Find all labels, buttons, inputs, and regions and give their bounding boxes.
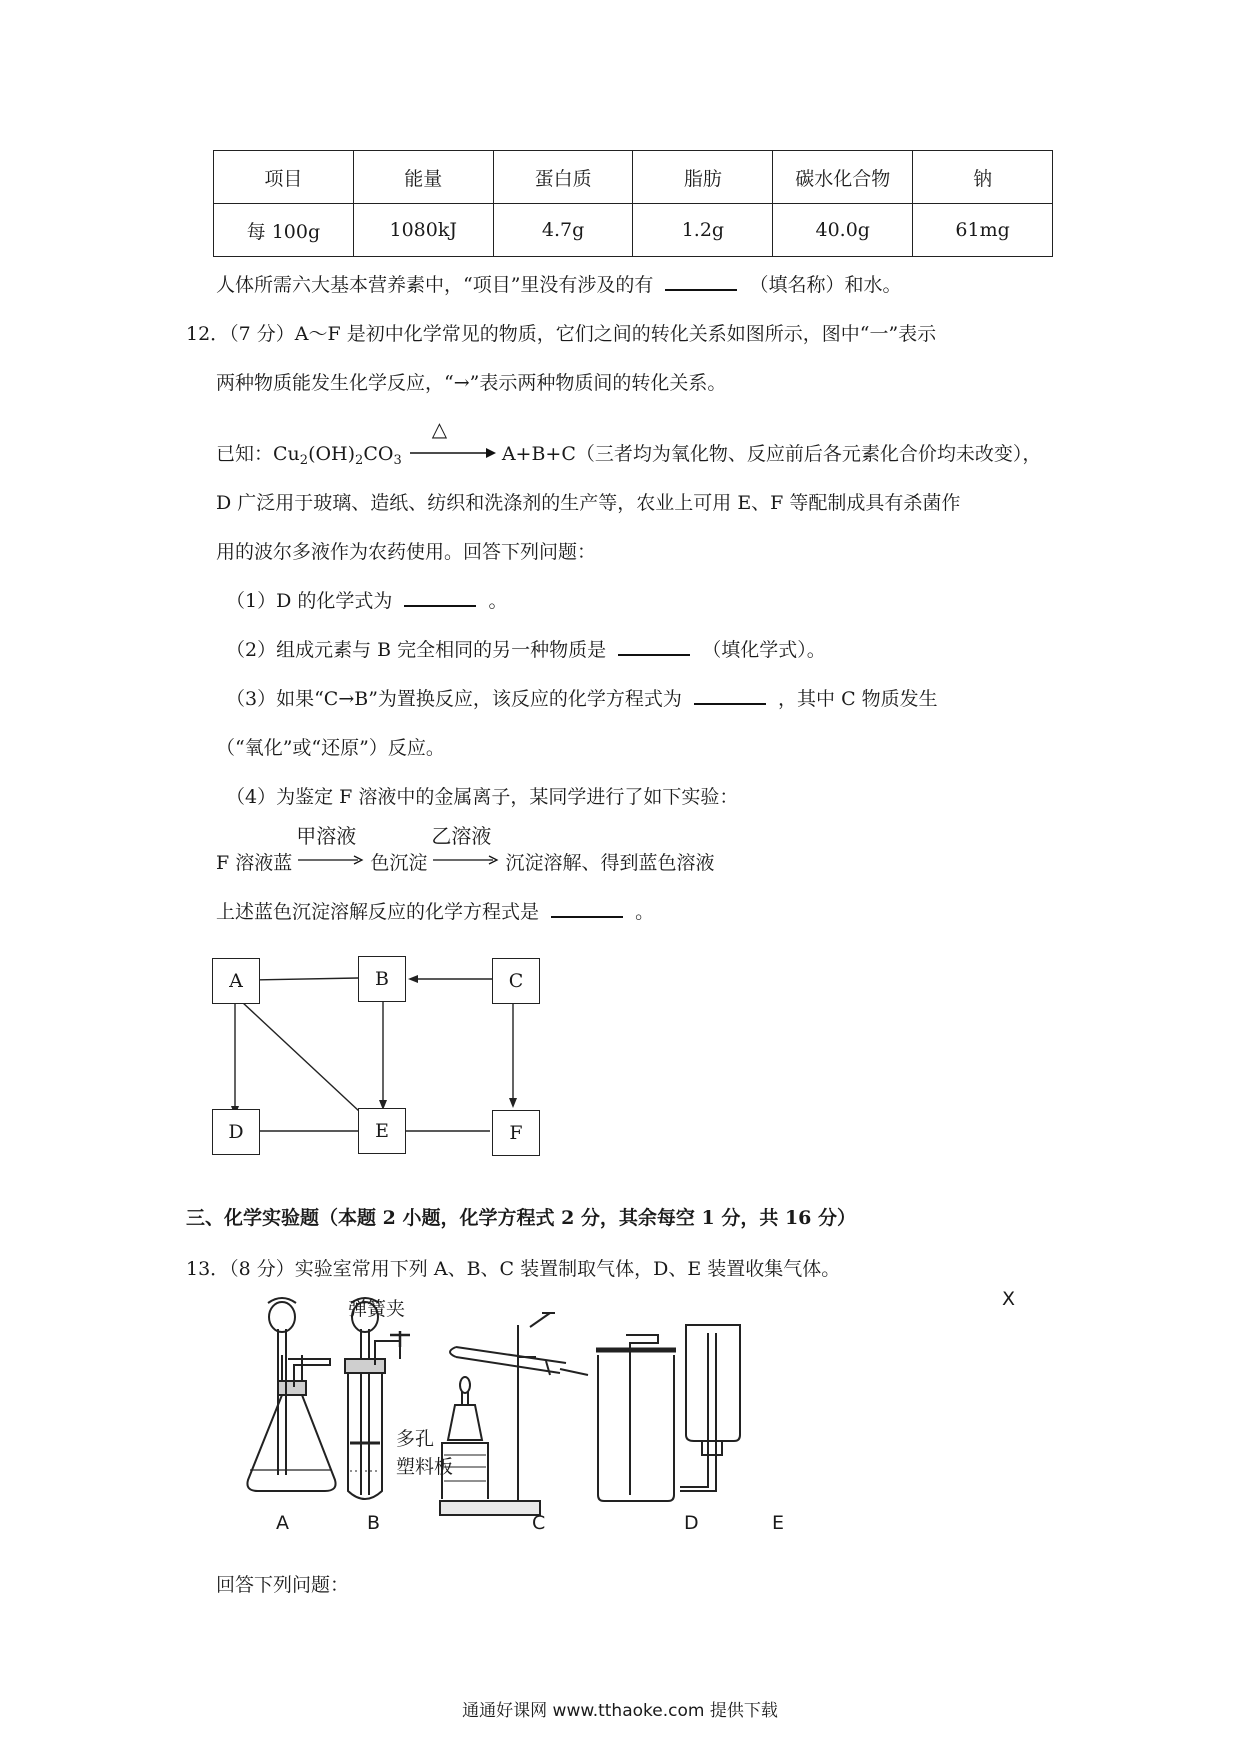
table-header-cell: 项目 — [214, 151, 354, 204]
reaction-arrow — [408, 417, 496, 465]
clip-label: 弹簧夹 — [348, 1298, 406, 1320]
node-b: B — [358, 956, 406, 1002]
heat-symbol: △ — [431, 417, 448, 441]
reagent-label: 乙溶液 — [431, 824, 492, 848]
sub4-question-after: 。 — [635, 901, 655, 923]
node-a: A — [212, 958, 260, 1004]
x-label: X — [1002, 1288, 1016, 1310]
nutrition-table — [213, 150, 1053, 257]
q12-sub3 — [226, 684, 938, 711]
answer-blank[interactable] — [618, 640, 690, 656]
q12-known-line — [216, 417, 1042, 468]
q12-line-d2: 用的波尔多液作为农药使用。回答下列问题： — [216, 541, 597, 563]
flow-arrow-1 — [296, 824, 364, 874]
q11-text-after: （填名称）和水。 — [749, 274, 902, 296]
formula-part: 已知：Cu — [216, 443, 300, 465]
apparatus-c — [440, 1313, 588, 1515]
table-row — [214, 204, 1053, 257]
answer-blank[interactable] — [551, 902, 623, 918]
section-3-title: 三、化学实验题（本题 2 小题，化学方程式 2 分，其余每空 1 分，共 16 分） — [186, 1207, 857, 1229]
lab-apparatus-figure — [230, 1295, 850, 1545]
table-header-cell: 能量 — [353, 151, 493, 204]
arrow-right-icon — [298, 854, 364, 874]
q12-flow-line — [216, 824, 715, 875]
table-header-cell: 碳水化合物 — [773, 151, 913, 204]
answer-blank[interactable] — [665, 275, 737, 291]
q12-intro-line-2: 两种物质能发生化学反应，“→”表示两种物质间的转化关系。 — [216, 372, 727, 394]
page-footer: 通通好课网 www.tthaoke.com 提供下载 — [462, 1701, 778, 1721]
sub3-text: （3）如果“C→B”为置换反应，该反应的化学方程式为 — [226, 688, 682, 710]
table-header-row — [214, 151, 1053, 204]
relation-diagram — [200, 950, 560, 1170]
flow-text: F 溶液蓝 — [216, 852, 293, 874]
apparatus-label-a: A — [276, 1512, 289, 1534]
q11-tail-line — [216, 270, 902, 297]
table-cell: 4.7g — [493, 204, 633, 257]
q13-intro: 13．（8 分）实验室常用下列 A、B、C 装置制取气体，D、E 装置收集气体。 — [186, 1258, 841, 1280]
formula-part: CO — [363, 443, 394, 465]
plate-label-1: 多孔 — [396, 1428, 435, 1450]
formula-part: (OH) — [308, 443, 356, 465]
sub2-text-after: （填化学式）。 — [702, 639, 826, 661]
node-d: D — [212, 1109, 260, 1155]
q12-sub2 — [226, 635, 826, 662]
known-text-after: A+B+C（三者均为氧化物、反应前后各元素化合价均未改变）， — [501, 443, 1042, 465]
table-cell: 40.0g — [773, 204, 913, 257]
formula-subscript: 3 — [393, 453, 402, 468]
q11-text-before: 人体所需六大基本营养素中，“项目”里没有涉及的有 — [216, 274, 654, 296]
table-cell: 1080kJ — [353, 204, 493, 257]
apparatus-label-d: D — [684, 1512, 699, 1534]
sub3-text-after: ，其中 C 物质发生 — [778, 688, 938, 710]
plate-label-2: 塑料板 — [396, 1456, 454, 1478]
q12-line-d1: D 广泛用于玻璃、造纸、纺织和洗涤剂的生产等，农业上可用 E、F 等配制成具有杀菌作 — [216, 492, 961, 514]
table-cell: 61mg — [913, 204, 1053, 257]
table-header-cell: 钠 — [913, 151, 1053, 204]
apparatus-a — [247, 1298, 335, 1491]
formula-subscript: 2 — [355, 453, 364, 468]
apparatus-label-e: E — [772, 1512, 785, 1534]
node-e: E — [358, 1108, 406, 1154]
sub4-question-text: 上述蓝色沉淀溶解反应的化学方程式是 — [216, 901, 540, 923]
table-header-cell: 脂肪 — [633, 151, 773, 204]
flow-text: 沉淀溶解、得到蓝色溶液 — [505, 852, 715, 874]
apparatus-d — [596, 1335, 676, 1501]
answer-blank[interactable] — [694, 689, 766, 705]
q13-answer-prompt: 回答下列问题： — [216, 1574, 350, 1596]
q12-sub3-line2: （“氧化”或“还原”）反应。 — [216, 737, 445, 759]
sub2-text: （2）组成元素与 B 完全相同的另一种物质是 — [226, 639, 607, 661]
table-cell: 每 100g — [214, 204, 354, 257]
arrow-right-icon — [433, 854, 499, 874]
formula-subscript: 2 — [299, 453, 309, 468]
apparatus-label-b: B — [367, 1512, 381, 1534]
sub1-text: （1）D 的化学式为 — [226, 590, 393, 612]
arrow-right-icon — [408, 445, 496, 465]
flow-text: 色沉淀 — [370, 852, 428, 874]
q12-sub4: （4）为鉴定 F 溶液中的金属离子，某同学进行了如下实验： — [226, 786, 739, 808]
reagent-label: 甲溶液 — [296, 824, 357, 848]
table-header-cell: 蛋白质 — [493, 151, 633, 204]
apparatus-e — [680, 1325, 740, 1491]
q12-sub4-question — [216, 897, 654, 924]
answer-blank[interactable] — [404, 591, 476, 607]
q12-intro-line-1: 12．（7 分）A～F 是初中化学常见的物质，它们之间的转化关系如图所示，图中“一”表示 — [186, 323, 937, 345]
node-f: F — [492, 1110, 540, 1156]
flow-arrow-2 — [431, 824, 499, 874]
table-cell: 1.2g — [633, 204, 773, 257]
sub1-text-after: 。 — [488, 590, 508, 612]
apparatus-label-c: C — [532, 1512, 546, 1534]
node-c: C — [492, 958, 540, 1004]
q12-sub1 — [226, 586, 507, 613]
